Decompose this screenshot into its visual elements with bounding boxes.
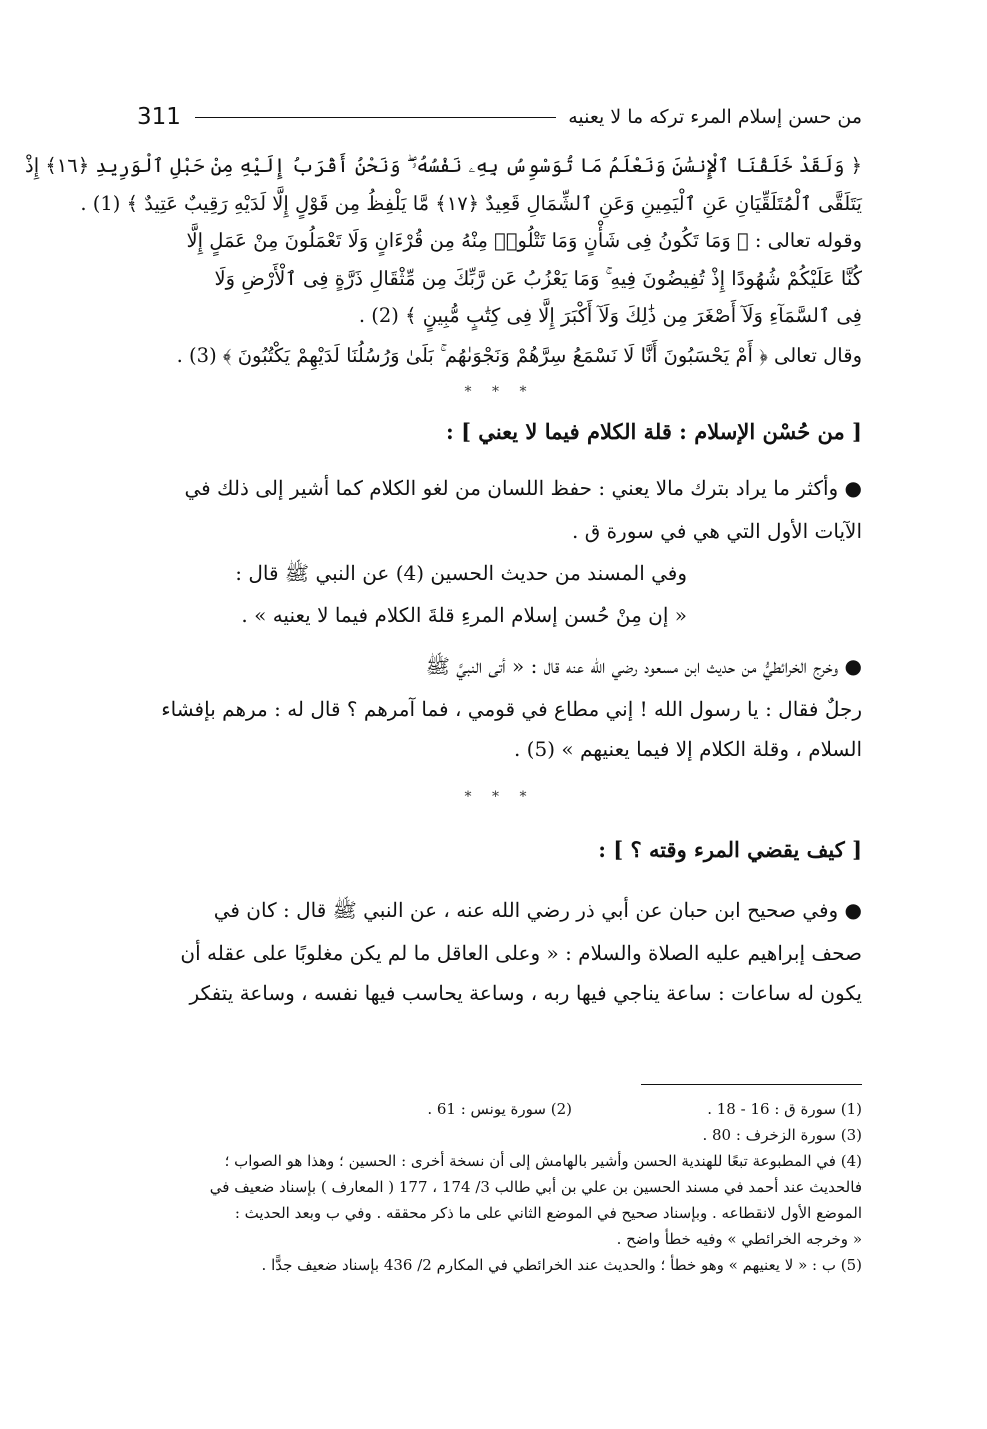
paragraph-line: رجلٌ فقال : يا رسول الله ! إني مطاع في قومي ، فما آمرهم ؟ قال له : مرهم بإفشاء bbox=[161, 696, 862, 721]
paragraph-line: ● وأكثر ما يراد بترك مالا يعني : حفظ اللسان من لغو الكلام كما أشير إلى ذلك في bbox=[184, 475, 862, 500]
section-separator: * * * bbox=[464, 788, 535, 805]
footnotes bbox=[137, 1096, 862, 1278]
section-heading: [ كيف يقضي المرء وقته ؟ ] : bbox=[598, 836, 862, 862]
quran-line: يَتَلَقَّى ٱلْمُتَلَقِّيَانِ عَنِ ٱلْيَمِينِ وَعَنِ ٱلشِّمَالِ قَعِيدٌ ﴿١٧﴾ مَّا يَلْفِظُ مِن قَوْلٍ إِلَّا لَدَيْهِ رَقِيبٌ عَتِيدٌ ﴾ (1) . bbox=[80, 191, 862, 215]
paragraph-line: السلام ، وقلة الكلام إلا فيما يعنيهم » (5) . bbox=[513, 736, 862, 761]
running-title: من حسن إسلام المرء تركه ما لا يعنيه bbox=[568, 106, 862, 128]
paragraph-line: ● وخرج الخرائطيُّ من حديث ابن مسعود رضي الله عنه قال : « أتى النبيَّ ﷺ bbox=[425, 653, 862, 678]
main-text bbox=[25, 147, 862, 1013]
footnote-4-line: الموضع الأول لانقطاعه . وبإسناد صحيح في الموضع الثاني على ما ذكر محققه . وفي ب وبعد الحديث : bbox=[234, 1204, 862, 1222]
quran-line: وقال تعالى ﴿ أَمْ يَحْسَبُونَ أَنَّا لَا نَسْمَعُ سِرَّهُمْ وَنَجْوَىٰهُم ۚ بَلَىٰ وَرُسُلُنَا لَدَيْهِمْ يَكْتُبُونَ ﴾ (3) . bbox=[176, 343, 862, 367]
quran-line: فِى ٱلسَّمَآءِ وَلَآ أَصْغَرَ مِن ذَٰلِكَ وَلَآ أَكْبَرَ إِلَّا فِى كِتَٰبٍ مُّبِينٍ ﴾ (2) . bbox=[358, 304, 862, 327]
footnote-row bbox=[137, 1096, 862, 1122]
footnote-5: (5) ب : « لا يعنيهم » وهو خطأ ؛ والحديث عند الخرائطي في المكارم 2/ 436 بإسناد ضعيف جدًّا . bbox=[261, 1256, 862, 1274]
paragraph-line: يكون له ساعات : ساعة يناجي فيها ربه ، وساعة يحاسب فيها نفسه ، وساعة يتفكر bbox=[189, 980, 862, 1005]
paragraph-line: صحف إبراهيم عليه الصلاة والسلام : « وعلى العاقل ما لم يكن مغلوبًا على عقله أن bbox=[180, 940, 862, 965]
quran-line: ﴿ وَلَقَدْ خَلَقْنَا ٱلْإِنسَٰنَ وَنَعْلَمُ مَا تُوَسْوِسُ بِهِۦ نَفْسُهُۥ ۖ وَنَحْنُ أَقْرَبُ إِلَيْهِ مِنْ حَبْلِ ٱلْوَرِيدِ ﴿١٦﴾ إِذْ bbox=[25, 154, 862, 177]
section-separator: * * * bbox=[464, 383, 535, 400]
header-rule bbox=[195, 117, 556, 118]
indented-line: « إن مِنْ حُسن إسلام المرءِ قلةَ الكلام فيما لا يعنيه » . bbox=[241, 602, 687, 627]
footnote-1: (1) سورة ق : 16 - 18 . bbox=[707, 1100, 862, 1118]
page-header bbox=[137, 97, 862, 137]
section-heading: [ من حُسْن الإسلام : قلة الكلام فيما لا يعني ] : bbox=[446, 418, 862, 444]
footnote-4-line: فالحديث عند أحمد في مسند الحسين بن علي بن أبي طالب 3/ 174 ، 177 ( المعارف ) بإسناد ضعيف في bbox=[209, 1178, 862, 1196]
quran-line: وقوله تعالى : ﴿ وَمَا تَكُونُ فِى شَأْنٍ وَمَا تَتْلُوا۟ مِنْهُ مِن قُرْءَانٍ وَلَا تَعْمَلُونَ مِنْ عَمَلٍ إِلَّا bbox=[186, 229, 862, 252]
footnote-2: (2) سورة يونس : 61 . bbox=[427, 1100, 572, 1118]
footnote-4-line: « وخرجه الخرائطي » وفيه خطأ واضح . bbox=[616, 1230, 862, 1248]
paragraph-line: ● وفي صحيح ابن حبان عن أبي ذر رضي الله عنه ، عن النبي ﷺ قال : كان في bbox=[213, 897, 862, 922]
footnote-4-line: (4) في المطبوعة تبعًا للهندية الحسن وأشير بالهامش إلى أن نسخة أخرى : الحسين ؛ وهذا هو الصواب ؛ bbox=[224, 1152, 862, 1170]
page-number: 311 bbox=[137, 104, 181, 130]
footnote-3: (3) سورة الزخرف : 80 . bbox=[702, 1126, 862, 1144]
paragraph-line: الآيات الأول التي هي في سورة ق . bbox=[571, 518, 862, 543]
quran-line: كُنَّا عَلَيْكُمْ شُهُودًا إِذْ تُفِيضُونَ فِيهِ ۚ وَمَا يَعْزُبُ عَن رَّبِّكَ مِن مِّثْقَالِ ذَرَّةٍ فِى ٱلْأَرْضِ وَلَا bbox=[214, 266, 862, 290]
indented-line: وفي المسند من حديث الحسين (4) عن النبي ﷺ قال : bbox=[235, 560, 687, 585]
footnote-rule bbox=[641, 1084, 862, 1085]
